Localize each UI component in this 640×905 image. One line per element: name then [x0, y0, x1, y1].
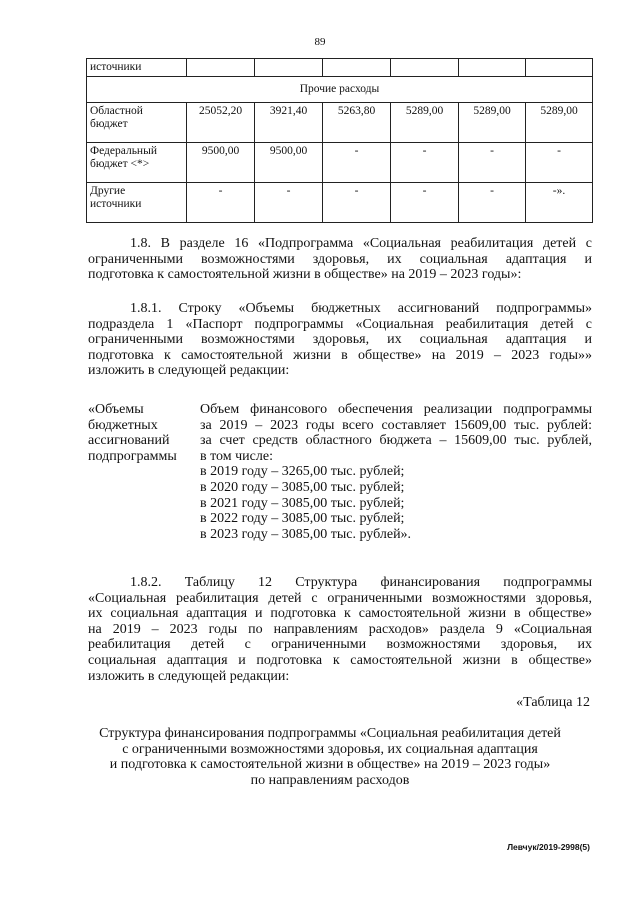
- table-cell: -: [323, 143, 391, 183]
- document-code: Левчук/2019-2998(5): [507, 842, 590, 852]
- table-row: [87, 59, 593, 77]
- table-cell: источники: [87, 59, 187, 77]
- text-line: их социальная адаптация и подготовка к самостоятельной жизни в обществе»: [88, 606, 592, 622]
- table-cell: -: [391, 143, 459, 183]
- table-cell: 9500,00: [187, 143, 255, 183]
- text-line: в 2019 году – 3265,00 тыс. рублей;: [200, 464, 405, 480]
- text-line: Объем финансового обеспечения реализации подпрограммы: [200, 402, 592, 417]
- table-row: [87, 143, 593, 183]
- table-cell: -: [323, 183, 391, 223]
- table-cell: 5263,80: [323, 103, 391, 143]
- table-cell: -: [391, 183, 459, 223]
- table-cell: -: [187, 183, 255, 223]
- table-cell: 25052,20: [187, 103, 255, 143]
- text-line: социальная адаптация и подготовка к самостоятельной жизни в обществе»: [88, 652, 592, 668]
- row-label-line: Другие: [90, 185, 126, 197]
- text-line: за счет средств областного бюджета – 15609,00 тыс. рублей,: [200, 433, 592, 449]
- text-line: с ограниченными возможностями здоровья, их социальная адаптация: [122, 741, 538, 757]
- text-line: и подготовка к самостоятельной жизни в обществе» на 2019 – 2023 годы»: [109, 757, 551, 773]
- table-cell: 5289,00: [459, 103, 526, 143]
- table-cell: 9500,00: [255, 143, 323, 183]
- table-cell: [391, 59, 459, 77]
- page-number: 89: [314, 36, 326, 48]
- financing-table: [86, 58, 593, 223]
- text-line: Структура финансирования подпрограммы «Социальная реабилитация детей: [99, 726, 561, 741]
- paragraph-1-8-2: [88, 575, 592, 684]
- row-label: [87, 103, 187, 143]
- text-line: ограниченными возможностями здоровья, их социальная адаптация и: [88, 251, 592, 267]
- text-line: подготовка к самостоятельной жизни в обществе» на 2019 – 2023 годы»»: [88, 347, 592, 363]
- text-line: 1.8. В разделе 16 «Подпрограмма «Социальная реабилитация детей с: [130, 236, 592, 251]
- text-line: изложить в следующей редакции:: [88, 668, 290, 684]
- table-row: [87, 183, 593, 223]
- table-cell: [255, 59, 323, 77]
- text-line: изложить в следующей редакции:: [88, 363, 290, 379]
- table-cell: [526, 59, 593, 77]
- table-cell: -: [459, 183, 526, 223]
- row-label-line: источники: [90, 198, 142, 210]
- text-line: бюджетных: [88, 417, 158, 433]
- row-label-line: Федеральный: [90, 145, 157, 157]
- table-cell: -».: [526, 183, 593, 223]
- table-cell: [323, 59, 391, 77]
- text-line: в 2023 году – 3085,00 тыс. рублей».: [200, 526, 412, 542]
- text-line: «Объемы: [88, 402, 144, 417]
- text-line: ассигнований: [88, 433, 170, 449]
- passport-row-value: [200, 402, 592, 542]
- row-label-line: Областной: [90, 105, 143, 117]
- text-line: на 2019 – 2023 годы по направлениям расходов» раздела 9 «Социальная: [88, 621, 592, 637]
- section-header: Прочие расходы: [87, 77, 593, 103]
- text-line: в том числе:: [200, 448, 273, 464]
- text-line: в 2021 году – 3085,00 тыс. рублей;: [200, 495, 405, 511]
- table-cell: [459, 59, 526, 77]
- row-label-line: бюджет: [90, 118, 128, 130]
- table-cell: 5289,00: [526, 103, 593, 143]
- table-cell: 3921,40: [255, 103, 323, 143]
- table-title: [70, 726, 590, 788]
- text-line: за 2019 – 2023 годы всего составляет 15609,00 тыс. рублей:: [200, 417, 592, 433]
- paragraph-1-8-1: [88, 301, 592, 379]
- row-label-line: бюджет <*>: [90, 158, 150, 170]
- passport-row-label: [88, 402, 198, 464]
- text-line: 1.8.1. Строку «Объемы бюджетных ассигнований подпрограммы»: [130, 301, 592, 316]
- text-line: подпрограммы: [88, 448, 177, 464]
- text-line: в 2020 году – 3085,00 тыс. рублей;: [200, 479, 405, 495]
- table-section-row: [87, 77, 593, 103]
- table-row: [87, 103, 593, 143]
- table-label: «Таблица 12: [516, 695, 590, 710]
- table-cell: -: [526, 143, 593, 183]
- row-label: [87, 183, 187, 223]
- table-cell: -: [255, 183, 323, 223]
- table-cell: -: [459, 143, 526, 183]
- text-line: подготовка к самостоятельной жизни в обществе» на 2019 – 2023 годы»:: [88, 267, 522, 283]
- row-label: [87, 143, 187, 183]
- text-line: по направлениям расходов: [250, 772, 410, 788]
- table-cell: 5289,00: [391, 103, 459, 143]
- paragraph-1-8: [88, 236, 592, 283]
- text-line: 1.8.2. Таблицу 12 Структура финансирования подпрограммы: [130, 575, 592, 590]
- text-line: подраздела 1 «Паспорт подпрограммы «Социальная реабилитация детей с: [88, 316, 592, 332]
- text-line: реабилитация детей с ограниченными возможностями здоровья, их: [88, 637, 592, 653]
- text-line: ограниченными возможностями здоровья, их социальная адаптация и: [88, 332, 592, 348]
- text-line: «Социальная реабилитация детей с ограниченными возможностями здоровья,: [88, 590, 592, 606]
- text-line: в 2022 году – 3085,00 тыс. рублей;: [200, 511, 405, 527]
- table-cell: [187, 59, 255, 77]
